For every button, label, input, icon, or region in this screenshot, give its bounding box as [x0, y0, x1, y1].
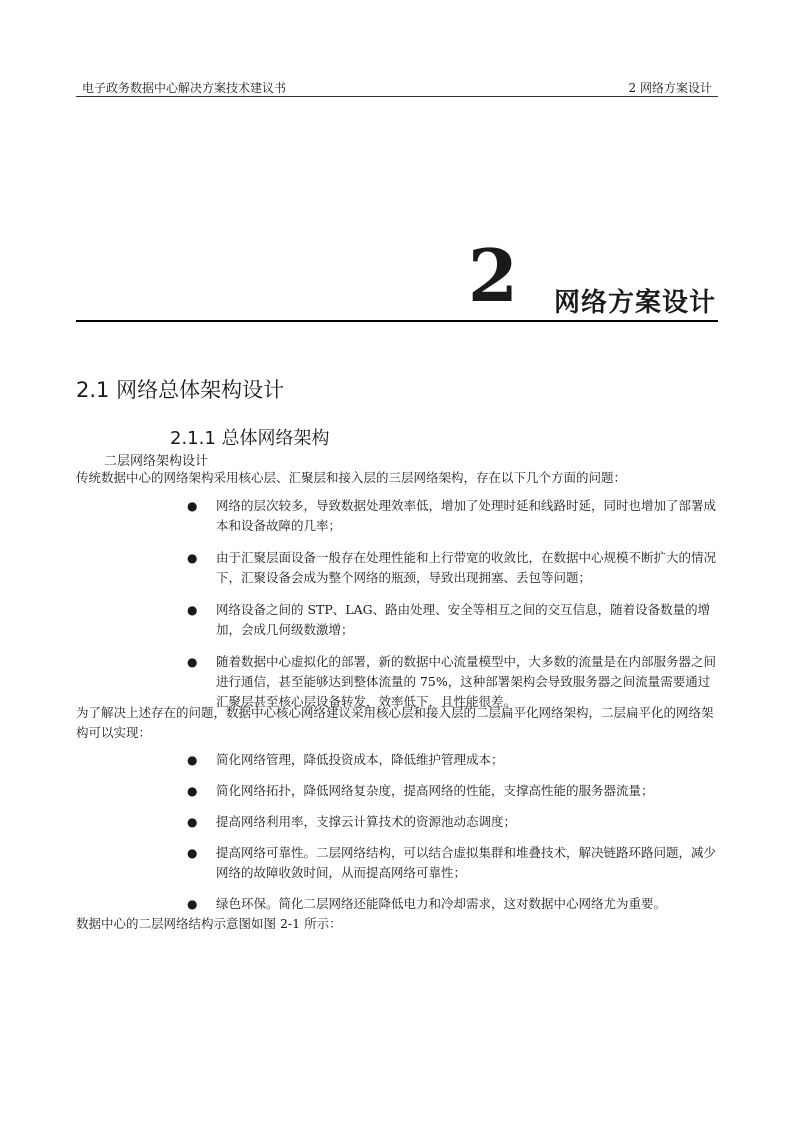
- list-item-text: 提高网络利用率，支撑云计算技术的资源池动态调度；: [216, 814, 517, 829]
- list-item-text: 随着数据中心虚拟化的部署，新的数据中心流量模型中，大多数的流量是在内部服务器之间进行通信，甚至能够达到整体流量的 75%，这种部署架构会导致服务器之间流量需要通过汇聚层甚至核心层设备转发，效率低下，且性能很差。: [216, 654, 717, 709]
- list-item-text: 绿色环保。简化二层网络还能降低电力和冷却需求，这对数据中心网络尤为重要。: [216, 896, 667, 911]
- bullet-icon: ●: [187, 784, 198, 798]
- intro-paragraph: 传统数据中心的网络架构采用核心层、汇聚层和接入层的三层网络架构，存在以下几个方面的问题：: [76, 470, 627, 485]
- list-item: [187, 843, 721, 883]
- chapter-title: 网络方案设计: [553, 288, 716, 318]
- section-heading: 2.1 网络总体架构设计: [76, 378, 285, 402]
- list-item: [187, 600, 721, 640]
- bullet-icon: ●: [187, 499, 198, 513]
- figure-reference-paragraph: 数据中心的二层网络结构示意图如图 2-1 所示：: [76, 916, 342, 931]
- subsection-heading: 2.1.1 总体网络架构: [170, 428, 330, 449]
- bullet-icon: ●: [187, 815, 198, 829]
- header-chapter-title: 2 网络方案设计: [628, 81, 712, 95]
- list-item-text: 简化网络管理，降低投资成本，降低维护管理成本；: [216, 752, 504, 767]
- bullet-icon: ●: [187, 846, 198, 860]
- bullet-icon: ●: [187, 655, 198, 669]
- list-item-text: 网络设备之间的 STP、LAG、路由处理、安全等相互之间的交互信息，随着设备数量的增加，会成几何级数激增；: [216, 602, 711, 637]
- list-item: [187, 894, 721, 914]
- chapter-number: 2: [467, 233, 518, 318]
- list-item-text: 提高网络可靠性。二层网络结构，可以结合虚拟集群和堆叠技术，解决链路环路问题，减少网络的故障收敛时间，从而提高网络可靠性；: [216, 845, 717, 880]
- benefits-list: [187, 750, 721, 925]
- bullet-icon: ●: [187, 603, 198, 617]
- list-item: [187, 496, 721, 536]
- subsubsection-heading: 二层网络架构设计: [104, 454, 209, 469]
- list-item-text: 简化网络拓扑，降低网络复杂度，提高网络的性能，支撑高性能的服务器流量；: [216, 783, 654, 798]
- chapter-heading: [76, 233, 718, 322]
- problems-list: [187, 496, 721, 724]
- bullet-icon: ●: [187, 551, 198, 565]
- list-item: [187, 781, 721, 801]
- list-item: [187, 750, 721, 770]
- solution-paragraph: 为了解决上述存在的问题，数据中心核心网络建议采用核心层和接入层的二层扁平化网络架构，二层扁平化的网络架构可以实现：: [76, 705, 714, 740]
- bullet-icon: ●: [187, 753, 198, 767]
- header-document-title: 电子政务数据中心解决方案技术建议书: [82, 81, 287, 95]
- page-header: [76, 78, 718, 97]
- list-item: [187, 812, 721, 832]
- bullet-icon: ●: [187, 897, 198, 911]
- list-item-text: 由于汇聚层面设备一般存在处理性能和上行带宽的收敛比，在数据中心规模不断扩大的情况下，汇聚设备会成为整个网络的瓶颈，导致出现拥塞、丢包等问题；: [216, 550, 717, 585]
- list-item-text: 网络的层次较多，导致数据处理效率低，增加了处理时延和线路时延，同时也增加了部署成本和设备故障的几率；: [216, 498, 717, 533]
- list-item: [187, 548, 721, 588]
